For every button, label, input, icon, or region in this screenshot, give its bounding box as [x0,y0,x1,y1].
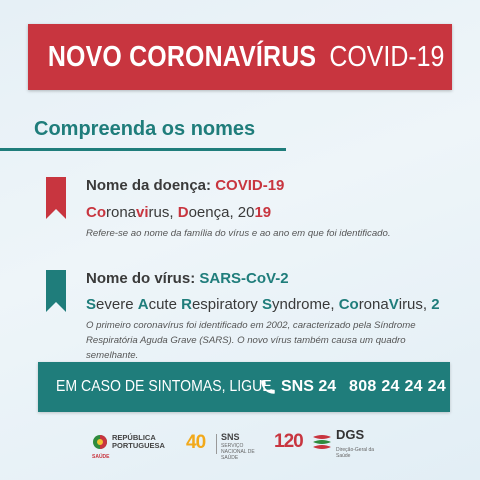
section-divider [0,148,286,151]
republica-line1: REPÚBLICA [112,433,156,442]
section-title: Compreenda os nomes [34,118,256,140]
disease-expansion-highlight: 19 [254,204,272,221]
virus-note: O primeiro coronavírus foi identificado em 2002, caracterizado pela Síndrome Respiratória Aguda Grave (SARS). O novo vírus também causa um quadro semelhante. [86,320,416,361]
sns24-label: SNS 24 [281,378,337,395]
footer-logos [0,426,480,461]
disease-expansion-highlight: D [177,204,189,221]
header-banner [28,24,452,90]
virus-name-expansion [86,296,440,313]
virus-expansion-text: evere [96,296,138,313]
phone-number: 808 24 24 24 [349,378,447,395]
virus-expansion-highlight: 2 [431,296,440,313]
virus-expansion-text: yndrome, [271,296,339,313]
dgs-anniversary: 120 [274,431,303,452]
phone-icon [259,378,277,396]
disease-title: Nome da doença: COVID-19 [86,177,285,194]
disease-expansion-text: rona [106,204,137,221]
dgs-emblem-icon [312,434,332,450]
virus-expansion-highlight: A [137,296,149,313]
sns-sub: SERVIÇO NACIONAL DE SAÚDE [221,443,255,461]
contact-bar [38,362,450,412]
sns-logo [186,432,266,461]
virus-title-value: SARS-CoV-2 [199,270,289,287]
republica-portuguesa-logo [92,432,182,458]
virus-expansion-highlight: S [86,296,97,313]
virus-expansion-highlight: S [261,296,272,313]
dgs-label: DGS [336,427,365,442]
republica-line2: PORTUGUESA [112,441,165,450]
virus-title-label: Nome do vírus [86,270,191,287]
virus-expansion-text: irus, [398,296,432,313]
virus-title: Nome do vírus: SARS-CoV-2 [86,270,289,287]
virus-expansion-text: cute [148,296,182,313]
virus-expansion-highlight: V [388,296,399,313]
virus-expansion-text: espiratory [191,296,262,313]
dgs-sub: Direção-Geral da Saúde [336,447,375,459]
header-title-bold: NOVO CORONAVÍRUS [47,40,317,73]
disease-expansion-highlight: Co [86,204,106,221]
sns-anniversary: 40 [186,432,206,453]
disease-note: Refere-se ao nome da família do vírus e ao ano em que foi identificado. [86,228,391,239]
bookmark-red-icon [46,177,66,219]
disease-expansion-text: rus, [148,204,178,221]
bookmark-teal-icon [46,270,66,312]
republica-line3: SAÚDE [92,454,110,460]
virus-expansion-text: rona [358,296,389,313]
disease-title-value: COVID-19 [215,177,285,194]
dgs-logo [274,427,384,459]
sns-label: SNS [221,432,240,442]
disease-expansion-text: oença, 20 [188,204,255,221]
disease-expansion-highlight: vi [136,204,149,221]
virus-expansion-highlight: Co [338,296,359,313]
contact-text: EM CASO DE SINTOMAS, LIGUE [56,378,272,395]
header-title-light: COVID-19 [329,40,445,73]
portugal-shield-icon [92,434,108,450]
disease-name-expansion [86,204,271,221]
disease-title-label: Nome da doença [86,177,207,194]
virus-expansion-highlight: R [181,296,192,313]
